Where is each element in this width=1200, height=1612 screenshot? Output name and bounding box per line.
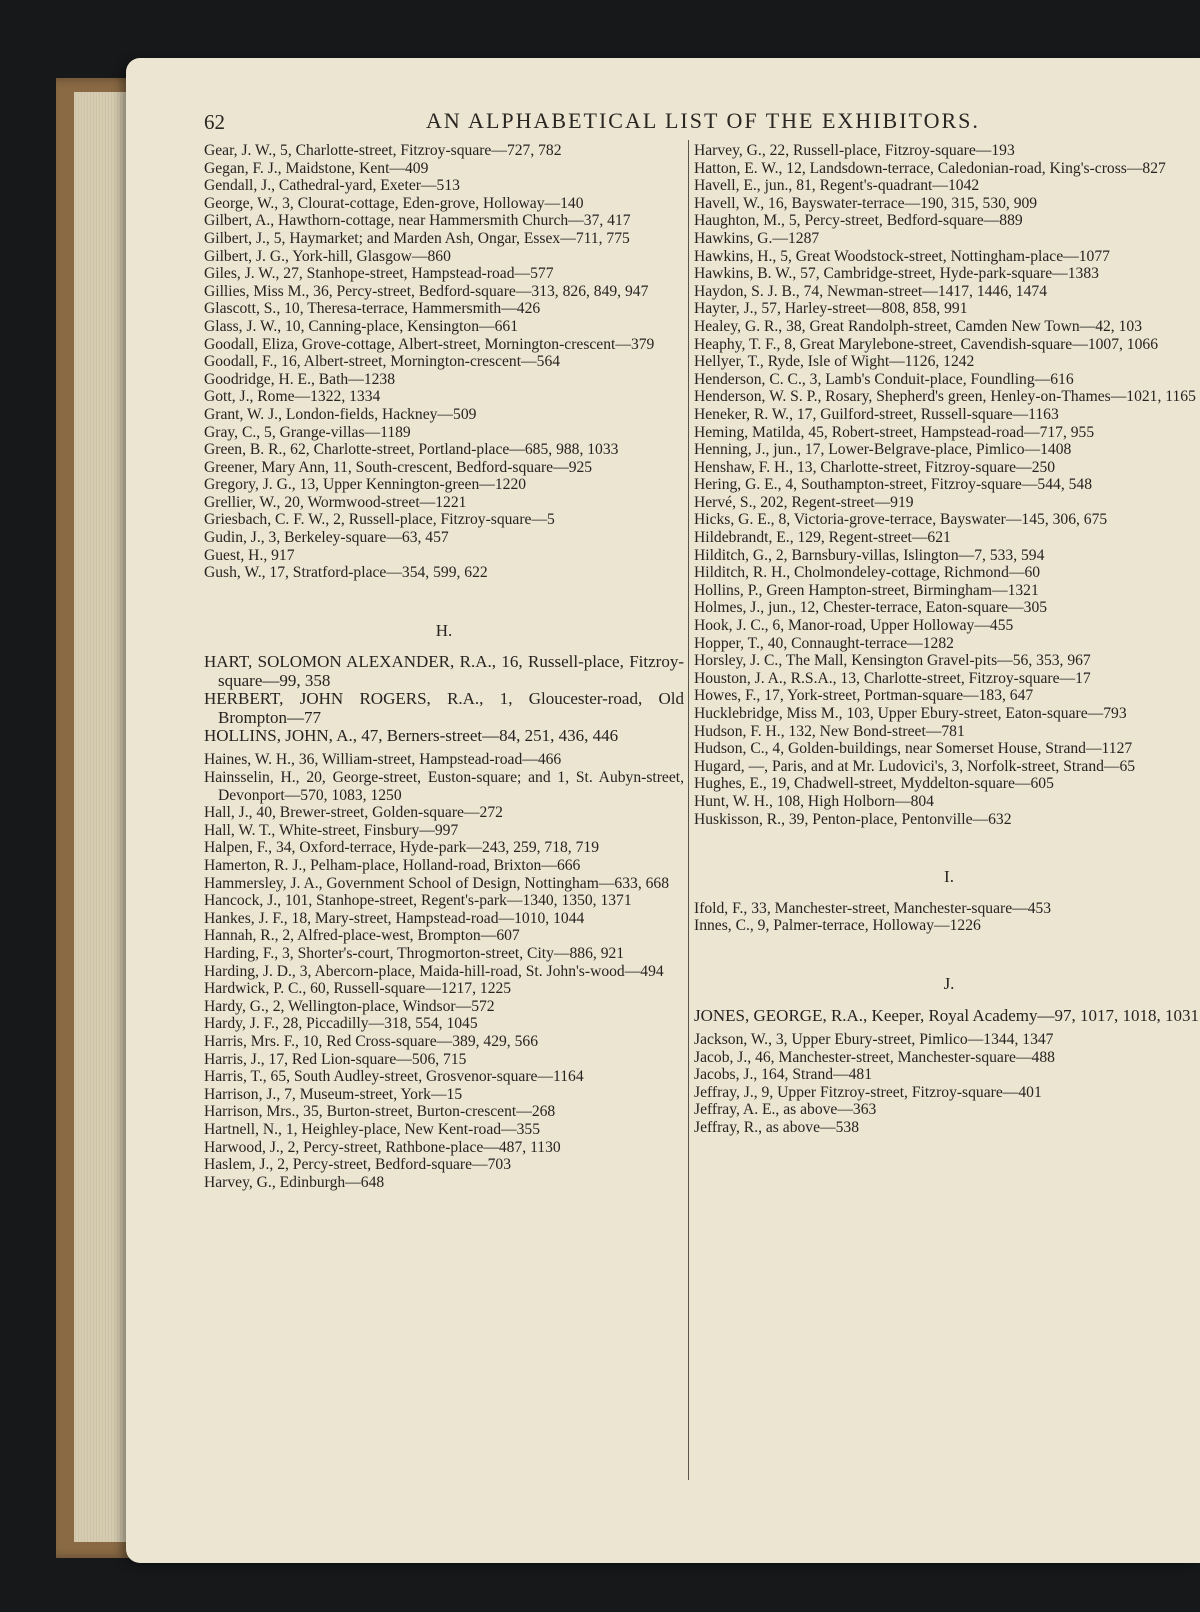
list-item: HART, SOLOMON ALEXANDER, R.A., 16, Russell-place, Fitzroy-square—99, 358 bbox=[204, 652, 684, 690]
entries-h bbox=[204, 751, 684, 1191]
section-heading-i: I. bbox=[944, 867, 954, 887]
list-item: Hall, W. T., White-street, Finsbury—997 bbox=[204, 821, 459, 839]
list-item: Harris, J., 17, Red Lion-square—506, 715 bbox=[204, 1050, 467, 1068]
list-item: Hudson, F. H., 132, New Bond-street—781 bbox=[694, 722, 965, 740]
list-item: Hardy, G., 2, Wellington-place, Windsor—572 bbox=[204, 997, 495, 1015]
list-item: HERBERT, JOHN ROGERS, R.A., 1, Gloucester-road, Old Brompton—77 bbox=[204, 689, 684, 727]
list-item: Halpen, F., 34, Oxford-terrace, Hyde-park—243, 259, 718, 719 bbox=[204, 839, 599, 857]
list-item: Gear, J. W., 5, Charlotte-street, Fitzroy-square—727, 782 bbox=[204, 142, 562, 159]
list-item: Huskisson, R., 39, Penton-place, Pentonville—632 bbox=[694, 810, 1012, 828]
entries-h-academicians bbox=[204, 653, 684, 745]
list-item: Henderson, C. C., 3, Lamb's Conduit-place, Foundling—616 bbox=[694, 370, 1074, 388]
list-item: Griesbach, C. F. W., 2, Russell-place, Fitzroy-square—5 bbox=[204, 511, 555, 529]
list-item: Hughes, E., 19, Chadwell-street, Myddelton-square—605 bbox=[694, 775, 1054, 793]
list-item: Hicks, G. E., 8, Victoria-grove-terrace, Bayswater—145, 306, 675 bbox=[694, 511, 1108, 529]
list-item: Hudson, C., 4, Golden-buildings, near Somerset House, Strand—1127 bbox=[694, 740, 1133, 758]
list-item: Hollins, P., Green Hampton-street, Birmingham—1321 bbox=[694, 581, 1039, 599]
list-item: Harding, F., 3, Shorter's-court, Throgmorton-street, City—886, 921 bbox=[204, 945, 625, 962]
list-item: Hartnell, N., 1, Heighley-place, New Kent-road—355 bbox=[204, 1120, 541, 1138]
list-item: George, W., 3, Clourat-cottage, Eden-grove, Holloway—140 bbox=[204, 194, 584, 212]
entries-g bbox=[204, 142, 684, 582]
list-item: Havell, E., jun., 81, Regent's-quadrant—1042 bbox=[694, 177, 980, 195]
list-item: Hardwick, P. C., 60, Russell-square—1217, 1225 bbox=[204, 980, 512, 998]
list-item: Hook, J. C., 6, Manor-road, Upper Holloway—455 bbox=[694, 617, 1014, 635]
list-item: Green, B. R., 62, Charlotte-street, Portland-place—685, 988, 1033 bbox=[204, 441, 619, 459]
right-column bbox=[694, 142, 1200, 1137]
list-item: Harris, Mrs. F., 10, Red Cross-square—389, 429, 566 bbox=[204, 1032, 538, 1050]
list-item: Gregory, J. G., 13, Upper Kennington-green—1220 bbox=[204, 476, 527, 494]
list-item: Jacob, J., 46, Manchester-street, Manchester-square—488 bbox=[694, 1048, 1055, 1066]
list-item: Hammersley, J. A., Government School of Design, Nottingham—633, 668 bbox=[204, 874, 670, 892]
list-item: Goodall, Eliza, Grove-cottage, Albert-street, Mornington-crescent—379 bbox=[204, 335, 655, 353]
list-item: Horsley, J. C., The Mall, Kensington Gravel-pits—56, 353, 967 bbox=[694, 652, 1091, 670]
list-item: Harrison, Mrs., 35, Burton-street, Burton-crescent—268 bbox=[204, 1103, 556, 1121]
entries-j-academicians bbox=[694, 1007, 1200, 1025]
list-item: Harvey, G., Edinburgh—648 bbox=[204, 1173, 385, 1191]
list-item: Haydon, S. J. B., 74, Newman-street—1417, 1446, 1474 bbox=[694, 282, 1047, 300]
list-item: Goodall, F., 16, Albert-street, Mornington-crescent—564 bbox=[204, 353, 561, 371]
list-item: Guest, H., 917 bbox=[204, 546, 295, 564]
list-item: Houston, J. A., R.S.A., 13, Charlotte-street, Fitzroy-square—17 bbox=[694, 669, 1091, 687]
list-item: Hannah, R., 2, Alfred-place-west, Brompton—607 bbox=[204, 927, 520, 945]
list-item: Haslem, J., 2, Percy-street, Bedford-square—703 bbox=[204, 1156, 512, 1174]
list-item: Jacobs, J., 164, Strand—481 bbox=[694, 1066, 873, 1084]
list-item: Hamerton, R. J., Pelham-place, Holland-road, Brixton—666 bbox=[204, 857, 581, 875]
list-item: Henshaw, F. H., 13, Charlotte-street, Fitzroy-square—250 bbox=[694, 458, 1056, 476]
section-heading-j: J. bbox=[943, 973, 955, 993]
list-item: Gilbert, J., 5, Haymarket; and Marden Ash, Ongar, Essex—711, 775 bbox=[204, 229, 630, 247]
list-item: Gott, J., Rome—1322, 1334 bbox=[204, 388, 381, 406]
list-item: Giles, J. W., 27, Stanhope-street, Hampstead-road—577 bbox=[204, 265, 554, 283]
entries-h-continued bbox=[694, 142, 1200, 828]
list-item: Harwood, J., 2, Percy-street, Rathbone-place—487, 1130 bbox=[204, 1138, 561, 1156]
list-item: Harris, T., 65, South Audley-street, Grosvenor-square—1164 bbox=[204, 1068, 584, 1086]
list-item: Gilbert, J. G., York-hill, Glasgow—860 bbox=[204, 247, 451, 265]
list-item: Hilditch, G., 2, Barnsbury-villas, Islington—7, 533, 594 bbox=[694, 546, 1045, 564]
book-page bbox=[126, 58, 1200, 1563]
list-item: Innes, C., 9, Palmer-terrace, Holloway—1226 bbox=[694, 917, 981, 935]
list-item: Grellier, W., 20, Wormwood-street—1221 bbox=[204, 493, 467, 511]
column-divider bbox=[688, 140, 689, 1480]
list-item: Hawkins, B. W., 57, Cambridge-street, Hyde-park-square—1383 bbox=[694, 265, 1099, 283]
list-item: Holmes, J., jun., 12, Chester-terrace, Eaton-square—305 bbox=[694, 599, 1048, 617]
list-item: Hucklebridge, Miss M., 103, Upper Ebury-street, Eaton-square—793 bbox=[694, 705, 1127, 722]
list-item: Hawkins, G.—1287 bbox=[694, 229, 820, 247]
list-item: Gush, W., 17, Stratford-place—354, 599, 622 bbox=[204, 564, 488, 582]
list-item: Harrison, J., 7, Museum-street, York—15 bbox=[204, 1085, 463, 1103]
list-item: Greener, Mary Ann, 11, South-crescent, Bedford-square—925 bbox=[204, 458, 593, 476]
list-item: Haughton, M., 5, Percy-street, Bedford-square—889 bbox=[694, 212, 1023, 230]
section-heading-h: H. bbox=[435, 620, 453, 640]
left-column bbox=[204, 142, 684, 1191]
running-title: AN ALPHABETICAL LIST OF THE EXHIBITORS. bbox=[426, 108, 980, 133]
page-number: 62 bbox=[204, 110, 225, 134]
entries-i bbox=[694, 900, 1200, 935]
list-item: Jackson, W., 3, Upper Ebury-street, Pimlico—1344, 1347 bbox=[694, 1030, 1054, 1048]
list-item: Hering, G. E., 4, Southampton-street, Fitzroy-square—544, 548 bbox=[694, 476, 1093, 494]
list-item: Havell, W., 16, Bayswater-terrace—190, 315, 530, 909 bbox=[694, 194, 1038, 212]
list-item: Hunt, W. H., 108, High Holborn—804 bbox=[694, 792, 934, 810]
page-edges bbox=[74, 92, 134, 1542]
list-item: Hawkins, H., 5, Great Woodstock-street, Nottingham-place—1077 bbox=[694, 247, 1110, 265]
list-item: Heaphy, T. F., 8, Great Marylebone-street, Cavendish-square—1007, 1066 bbox=[694, 335, 1158, 353]
list-item: Harding, J. D., 3, Abercorn-place, Maida-hill-road, St. John's-wood—494 bbox=[204, 962, 664, 980]
list-item: Howes, F., 17, York-street, Portman-square—183, 647 bbox=[694, 687, 1034, 705]
list-item: Grant, W. J., London-fields, Hackney—509 bbox=[204, 405, 477, 423]
list-item: Jeffray, R., as above—538 bbox=[694, 1118, 859, 1136]
list-item: Harvey, G., 22, Russell-place, Fitzroy-square—193 bbox=[694, 142, 1015, 159]
list-item: Jeffray, J., 9, Upper Fitzroy-street, Fitzroy-square—401 bbox=[694, 1083, 1042, 1101]
list-item: Glass, J. W., 10, Canning-place, Kensington—661 bbox=[204, 317, 519, 335]
list-item: Hankes, J. F., 18, Mary-street, Hampstead-road—1010, 1044 bbox=[204, 909, 585, 927]
list-item: Hardy, J. F., 28, Piccadilly—318, 554, 1045 bbox=[204, 1015, 478, 1033]
list-item: HOLLINS, JOHN, A., 47, Berners-street—84, 251, 436, 446 bbox=[204, 726, 619, 746]
list-item: Heneker, R. W., 17, Guilford-street, Russell-square—1163 bbox=[694, 405, 1059, 423]
list-item: Goodridge, H. E., Bath—1238 bbox=[204, 370, 396, 388]
list-item: Hainsselin, H., 20, George-street, Euston-square; and 1, St. Aubyn-street, Devonport—570, 1083, 1250 bbox=[204, 769, 684, 804]
list-item: Hopper, T., 40, Connaught-terrace—1282 bbox=[694, 634, 954, 652]
list-item: Henderson, W. S. P., Rosary, Shepherd's green, Henley-on-Thames—1021, 1165 bbox=[694, 388, 1196, 406]
list-item: Healey, G. R., 38, Great Randolph-street, Camden New Town—42, 103 bbox=[694, 317, 1142, 335]
list-item: Ifold, F., 33, Manchester-street, Manchester-square—453 bbox=[694, 899, 1052, 917]
list-item: Hugard, —, Paris, and at Mr. Ludovici's, 3, Norfolk-street, Strand—65 bbox=[694, 757, 1136, 775]
entries-j bbox=[694, 1031, 1200, 1137]
list-item: Heming, Matilda, 45, Robert-street, Hampstead-road—717, 955 bbox=[694, 423, 1095, 441]
list-item: Glascott, S., 10, Theresa-terrace, Hammersmith—426 bbox=[204, 300, 541, 318]
list-item: Hancock, J., 101, Stanhope-street, Regent's-park—1340, 1350, 1371 bbox=[204, 892, 632, 910]
list-item: Hildebrandt, E., 129, Regent-street—621 bbox=[694, 529, 951, 547]
list-item: JONES, GEORGE, R.A., Keeper, Royal Academy—97, 1017, 1018, 1031 bbox=[694, 1005, 1200, 1025]
list-item: Hellyer, T., Ryde, Isle of Wight—1126, 1242 bbox=[694, 353, 975, 371]
list-item: Gegan, F. J., Maidstone, Kent—409 bbox=[204, 159, 429, 177]
list-item: Hatton, E. W., 12, Landsdown-terrace, Caledonian-road, King's-cross—827 bbox=[694, 159, 1166, 177]
list-item: Hayter, J., 57, Harley-street—808, 858, 991 bbox=[694, 300, 968, 318]
list-item: Jeffray, A. E., as above—363 bbox=[694, 1101, 877, 1119]
list-item: Hervé, S., 202, Regent-street—919 bbox=[694, 493, 914, 511]
list-item: Hilditch, R. H., Cholmondeley-cottage, Richmond—60 bbox=[694, 564, 1041, 582]
list-item: Gray, C., 5, Grange-villas—1189 bbox=[204, 423, 411, 441]
list-item: Gillies, Miss M., 36, Percy-street, Bedford-square—313, 826, 849, 947 bbox=[204, 282, 649, 300]
list-item: Gilbert, A., Hawthorn-cottage, near Hammersmith Church—37, 417 bbox=[204, 212, 631, 230]
list-item: Henning, J., jun., 17, Lower-Belgrave-place, Pimlico—1408 bbox=[694, 441, 1072, 459]
list-item: Gendall, J., Cathedral-yard, Exeter—513 bbox=[204, 177, 460, 195]
list-item: Hall, J., 40, Brewer-street, Golden-square—272 bbox=[204, 804, 503, 822]
list-item: Haines, W. H., 36, William-street, Hampstead-road—466 bbox=[204, 751, 562, 769]
list-item: Gudin, J., 3, Berkeley-square—63, 457 bbox=[204, 529, 449, 547]
